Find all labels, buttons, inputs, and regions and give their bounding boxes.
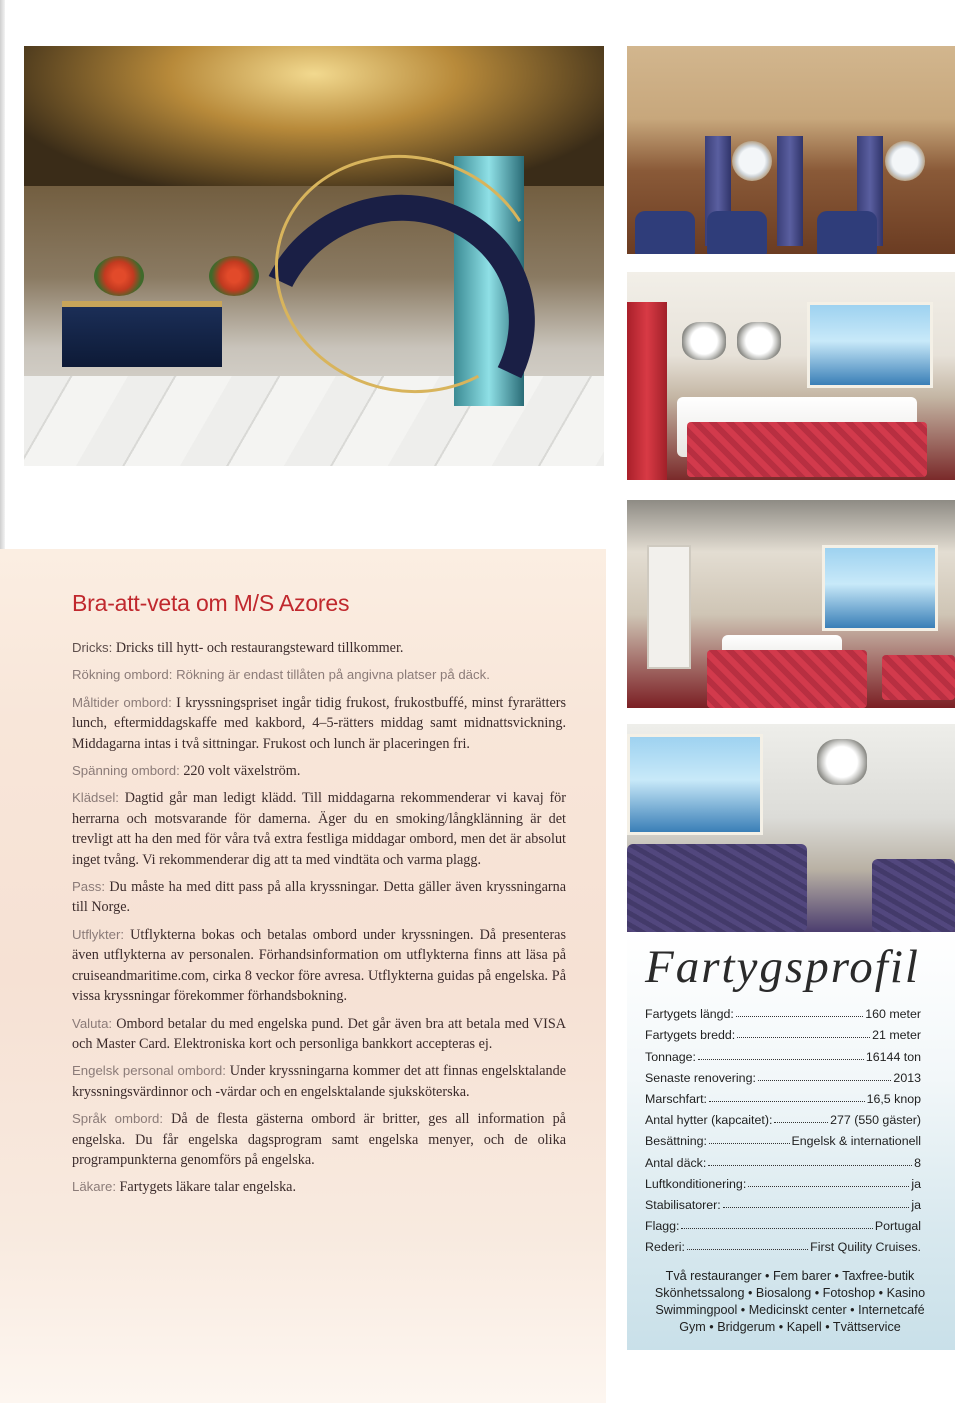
photo-purple-bedspread bbox=[872, 859, 955, 932]
spec-key: Luftkonditionering: bbox=[645, 1176, 747, 1191]
info-paragraph-voltage bbox=[72, 761, 566, 781]
photo-flowers bbox=[94, 256, 144, 296]
twin-cabin-purple-photo bbox=[627, 724, 955, 932]
photo-wall-mural bbox=[807, 302, 933, 388]
info-paragraph-excursions bbox=[72, 925, 566, 1007]
twin-cabin-red-photo bbox=[627, 500, 955, 708]
spec-value: ja bbox=[911, 1176, 921, 1191]
spec-row-crew bbox=[645, 1127, 921, 1148]
spec-leader-dots bbox=[687, 1249, 808, 1250]
spec-row-cabins bbox=[645, 1106, 921, 1127]
info-label: Valuta: bbox=[72, 1015, 113, 1031]
spec-leader-dots bbox=[709, 1101, 865, 1102]
photo-porthole bbox=[885, 141, 925, 181]
photo-armchair bbox=[707, 211, 767, 254]
spec-leader-dots bbox=[736, 1016, 863, 1017]
info-paragraph-passport bbox=[72, 877, 566, 918]
info-text: Dagtid går man ledigt klädd. Till middagarna rekommenderar vi kavaj för herrarna och motsvarande för damerna. Äger du en smoking/långklänning är det trevligt att ha den med för våra två extra festliga middagar ombord, men det är absolut inget tvång. Vi rekommenderar dig att ta med vindtäta och varma plagg. bbox=[72, 790, 566, 868]
info-paragraph-dress bbox=[72, 788, 566, 870]
photo-curtain bbox=[777, 136, 803, 246]
info-label: Dricks: bbox=[72, 640, 113, 655]
spec-key: Rederi: bbox=[645, 1240, 685, 1255]
photo-purple-bedspread bbox=[627, 844, 807, 932]
info-text: Ombord betalar du med engelska pund. Det går även bra att betala med VISA och Master Card. Elektroniska kort och personliga bankkort accepteras ej. bbox=[72, 1015, 566, 1052]
spec-row-length bbox=[645, 1000, 921, 1021]
spec-key: Stabilisatorer: bbox=[645, 1197, 721, 1212]
spec-leader-dots bbox=[723, 1207, 910, 1208]
info-label: Pass: bbox=[72, 879, 105, 895]
info-paragraph-tips bbox=[72, 638, 566, 658]
info-paragraph-staff bbox=[72, 1061, 566, 1102]
info-text: Rökning är endast tillåten på angivna platser på däck. bbox=[172, 667, 490, 683]
info-text: Du måste ha med ditt pass på alla kryssningar. Detta gäller även kryssningarna till Norge. bbox=[72, 879, 566, 916]
spec-value: 160 meter bbox=[865, 1007, 921, 1022]
info-text: Då de flesta gästerna ombord är britter, ges all information på engelska. Du får engelska dagsprogram samt engelska menyer, och de olika programpunkterna genomförs på engelska. bbox=[72, 1111, 566, 1168]
spec-key: Tonnage: bbox=[645, 1049, 696, 1064]
spec-row-width bbox=[645, 1021, 921, 1042]
info-label: Rökning ombord: bbox=[72, 667, 173, 683]
info-paragraph-doctor bbox=[72, 1177, 566, 1197]
ship-profile-title: Fartygsprofil bbox=[645, 941, 920, 993]
photo-red-bedspread bbox=[687, 422, 927, 477]
info-label: Språk ombord: bbox=[72, 1111, 164, 1127]
photo-red-bedspread bbox=[707, 650, 867, 708]
info-title: Bra-att-veta om M/S Azores bbox=[72, 590, 350, 616]
photo-wall-mural bbox=[822, 545, 938, 631]
photo-reception-desk bbox=[62, 301, 222, 367]
spec-value: 16144 ton bbox=[865, 1049, 921, 1064]
info-label: Engelsk personal ombord: bbox=[72, 1063, 226, 1079]
atrium-staircase-photo bbox=[24, 46, 604, 466]
info-paragraph-meals bbox=[72, 693, 566, 754]
spec-row-aircon bbox=[645, 1170, 921, 1191]
spec-row-shipowner bbox=[645, 1233, 921, 1254]
suite-lounge-photo bbox=[627, 46, 955, 254]
spec-leader-dots bbox=[774, 1122, 828, 1123]
spec-leader-dots bbox=[708, 1165, 912, 1166]
spec-key: Fartygets längd: bbox=[645, 1007, 734, 1022]
info-label: Läkare: bbox=[72, 1179, 116, 1195]
info-text: Dricks till hytt- och restaurangsteward tillkommer. bbox=[112, 640, 404, 656]
info-text: Fartygets läkare talar engelska. bbox=[116, 1179, 297, 1196]
info-paragraph-currency bbox=[72, 1014, 566, 1055]
info-label: Utflykter: bbox=[72, 926, 125, 942]
photo-red-curtain bbox=[627, 302, 667, 480]
spec-value: ja bbox=[911, 1197, 921, 1212]
spec-leader-dots bbox=[681, 1228, 872, 1229]
amenities-line: Gym • Bridgerum • Kapell • Tvättservice bbox=[679, 1320, 901, 1334]
amenities-line: Skönhetssalong • Biosalong • Fotoshop • Kasino bbox=[654, 1286, 926, 1300]
spec-key: Senaste renovering: bbox=[645, 1070, 756, 1085]
amenities-line: Två restauranger • Fem barer • Taxfree-butik bbox=[665, 1269, 915, 1283]
spec-value: Engelsk & internationell bbox=[791, 1134, 921, 1149]
info-text: Under kryssningarna kommer det att finnas engelsktalande kryssningsvärdinnor och -värdar och en engelsktalande sjuksköterska. bbox=[72, 1063, 566, 1100]
info-text-block bbox=[72, 638, 566, 1205]
spec-row-stabilizers bbox=[645, 1191, 921, 1212]
info-label: Spänning ombord: bbox=[72, 763, 180, 779]
photo-porthole bbox=[732, 141, 772, 181]
photo-porthole bbox=[682, 322, 726, 360]
spec-value: 277 (550 gäster) bbox=[830, 1113, 921, 1128]
photo-wall-mural bbox=[627, 734, 763, 835]
double-cabin-photo bbox=[627, 272, 955, 480]
spec-key: Fartygets bredd: bbox=[645, 1028, 736, 1043]
spec-key: Antal hytter (kapcaitet): bbox=[645, 1113, 773, 1128]
info-text: Utflykterna bokas och betalas ombord under kryssningen. Då presenteras även utflykterna av personalen. Förhandsinformation om utflykterna finns att läsa på cruiseandmaritime.com, cirka 8 veckor före avresa. Utflykterna guidas på engelska. På vissa kryssningar förekommer förhandsbokning. bbox=[72, 926, 566, 1005]
spec-value: First Quility Cruises. bbox=[810, 1240, 921, 1255]
amenities-line: Swimmingpool • Medicinskt center • Internetcafé bbox=[655, 1303, 925, 1317]
info-label: Måltider ombord: bbox=[72, 694, 172, 710]
info-label: Klädsel: bbox=[72, 790, 119, 806]
spec-key: Besättning: bbox=[645, 1134, 707, 1149]
photo-porthole bbox=[817, 739, 867, 785]
spec-key: Antal däck: bbox=[645, 1155, 707, 1170]
spec-value: 16,5 knop bbox=[866, 1091, 921, 1106]
spec-leader-dots bbox=[709, 1143, 790, 1144]
photo-porthole bbox=[737, 322, 781, 360]
spec-row-renovation bbox=[645, 1064, 921, 1085]
spec-key: Marschfart: bbox=[645, 1091, 707, 1106]
spec-leader-dots bbox=[758, 1080, 892, 1081]
spec-key: Flagg: bbox=[645, 1219, 680, 1234]
spec-leader-dots bbox=[748, 1186, 909, 1187]
spec-row-speed bbox=[645, 1085, 921, 1106]
spec-value: Portugal bbox=[874, 1219, 921, 1234]
ship-specs-list bbox=[645, 1000, 921, 1254]
spec-row-decks bbox=[645, 1148, 921, 1169]
photo-flowers bbox=[209, 256, 259, 296]
info-paragraph-language bbox=[72, 1109, 566, 1170]
info-text: I kryssningspriset ingår tidig frukost, frukostbuffé, minst fyrarätters lunch, eftermiddagskaffe med kakbord, 4–5-rätters middag samt midnattsvickning. Middagarna intas i två sittningar. Frukost och lunch är placeringen fri. bbox=[72, 694, 566, 752]
photo-armchair bbox=[635, 211, 695, 254]
spec-leader-dots bbox=[737, 1037, 870, 1038]
spec-leader-dots bbox=[698, 1059, 864, 1060]
info-paragraph-smoking bbox=[72, 665, 566, 685]
photo-cabin-door bbox=[647, 545, 691, 669]
ship-amenities bbox=[640, 1268, 940, 1336]
info-text: 220 volt växelström. bbox=[179, 763, 301, 780]
photo-armchair bbox=[817, 211, 877, 254]
spec-value: 8 bbox=[914, 1155, 921, 1170]
spec-row-tonnage bbox=[645, 1042, 921, 1063]
spec-value: 21 meter bbox=[872, 1028, 921, 1043]
spec-row-flag bbox=[645, 1212, 921, 1233]
photo-red-bedspread bbox=[882, 655, 955, 700]
spec-value: 2013 bbox=[893, 1070, 921, 1085]
